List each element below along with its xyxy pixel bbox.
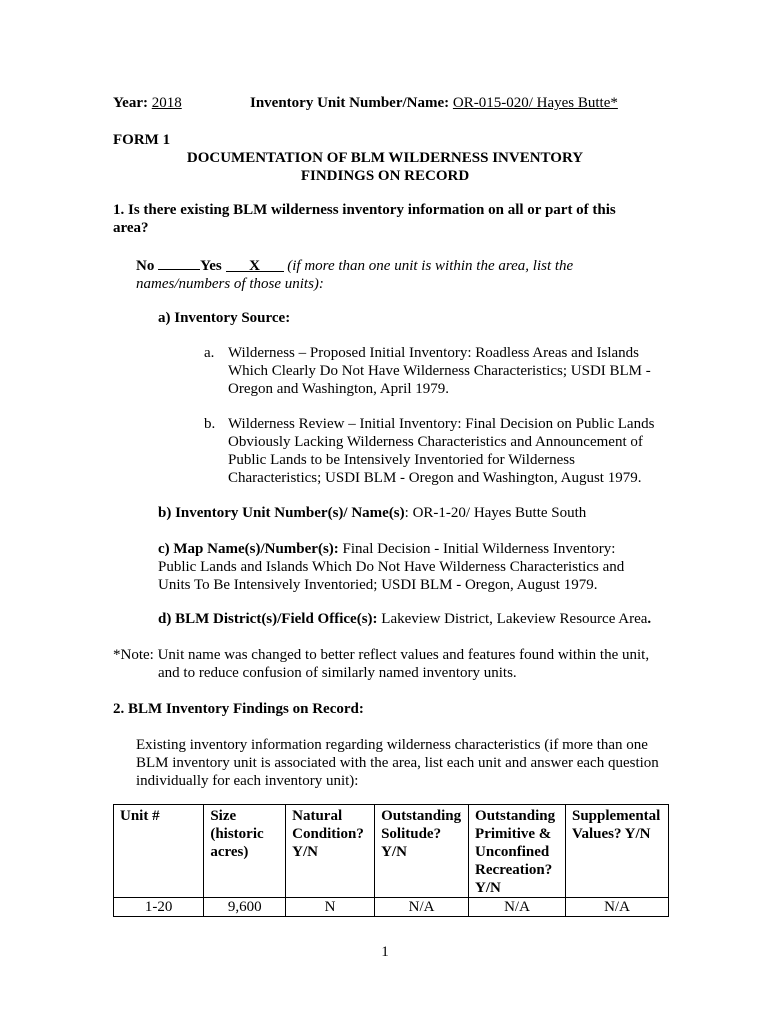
form-label: FORM 1 — [113, 132, 171, 148]
no-label: No — [136, 258, 155, 274]
table-row — [114, 898, 669, 917]
year-label: Year: — [113, 95, 148, 111]
yes-no-answer — [136, 255, 656, 293]
question-1: 1. Is there existing BLM wilderness inventory information on all or part of this area? — [113, 202, 616, 236]
map-names-label: c) Map Name(s)/Number(s): — [158, 541, 339, 557]
form-title-line1: DOCUMENTATION OF BLM WILDERNESS INVENTORY — [186, 150, 584, 166]
inventory-unit-names-label: b) Inventory Unit Number(s)/ Name(s) — [158, 505, 405, 521]
table-cell-size: 9,600 — [204, 898, 286, 917]
header-unit-number: Unit # — [114, 805, 204, 898]
unit-name-note: *Note: Unit name was changed to better reflect values and features found within the unit, and to reduce confusion of similarly named inventory units. — [113, 647, 650, 681]
list-marker: a. — [204, 345, 215, 361]
map-names-value: Final Decision - Initial Wilderness Inventory: Public Lands and Islands Which Do Not Have Wilderness Characteristics and Units To Be Intensively Inventoried; USDI BLM - Oregon, August 1979. — [158, 541, 625, 593]
yes-no-instruction: (if more than one unit is within the area, list the names/numbers of those units): — [136, 258, 574, 292]
yes-blank: X — [226, 257, 284, 272]
table-header-row — [114, 805, 669, 898]
table-cell-supplemental: N/A — [565, 898, 668, 917]
table-cell-recreation: N/A — [469, 898, 566, 917]
year-field — [113, 94, 182, 112]
district-label: d) BLM District(s)/Field Office(s): — [158, 611, 378, 627]
district-field-office: d) BLM District(s)/Field Office(s): Lakeview District, Lakeview Resource Area. — [158, 611, 652, 627]
findings-table — [113, 804, 669, 917]
map-names — [158, 540, 654, 594]
table-cell-solitude: N/A — [375, 898, 469, 917]
list-marker: b. — [204, 416, 216, 432]
table-cell-unit: 1-20 — [114, 898, 204, 917]
district-value: Lakeview District, Lakeview Resource Area — [377, 611, 648, 627]
inventory-unit-value: OR-015-020/ Hayes Butte* — [452, 95, 618, 111]
header-outstanding-recreation: Outstanding Primitive & Unconfined Recreation? Y/N — [469, 805, 566, 898]
header-size: Size (historic acres) — [204, 805, 286, 898]
header-outstanding-solitude: Outstanding Solitude? Y/N — [375, 805, 469, 898]
inventory-source-item — [204, 344, 664, 400]
form-title-line2: FINDINGS ON RECORD — [300, 168, 470, 184]
inventory-unit-field — [250, 94, 618, 112]
inventory-unit-label: Inventory Unit Number/Name: — [250, 95, 450, 111]
question-2-intro: Existing inventory information regarding wilderness characteristics (if more than one BLM inventory unit is associated with the area, list each unit and answer each question individually for each inventory unit): — [136, 737, 659, 789]
question-2: 2. BLM Inventory Findings on Record: — [113, 701, 364, 717]
inventory-unit-names — [158, 504, 586, 522]
table-cell-natural: N — [286, 898, 375, 917]
list-item-text: Wilderness – Proposed Initial Inventory: Roadless Areas and Islands Which Clearly Do Not Have Wilderness Characteristics; USDI BLM - Oregon and Washington, April 1979. — [228, 345, 651, 397]
inventory-unit-names-value: : OR-1-20/ Hayes Butte South — [404, 505, 587, 521]
list-item-text: Wilderness Review – Initial Inventory: Final Decision on Public Lands Obviously Lacking Wilderness Characteristics and Announcement of Public Lands to be Intensively Inventoried for Wilderness Characteristics; USDI BLM - Oregon and Washington, August 1979. — [228, 416, 655, 486]
no-blank — [158, 255, 200, 270]
header-supplemental-values: Supplemental Values? Y/N — [565, 805, 668, 898]
inventory-source-heading: a) Inventory Source: — [158, 310, 291, 326]
page-number: 1 — [381, 944, 389, 960]
yes-label: Yes — [200, 258, 222, 274]
year-value: 2018 — [151, 95, 182, 111]
header-natural-condition: Natural Condition? Y/N — [286, 805, 375, 898]
inventory-source-item — [204, 415, 664, 487]
